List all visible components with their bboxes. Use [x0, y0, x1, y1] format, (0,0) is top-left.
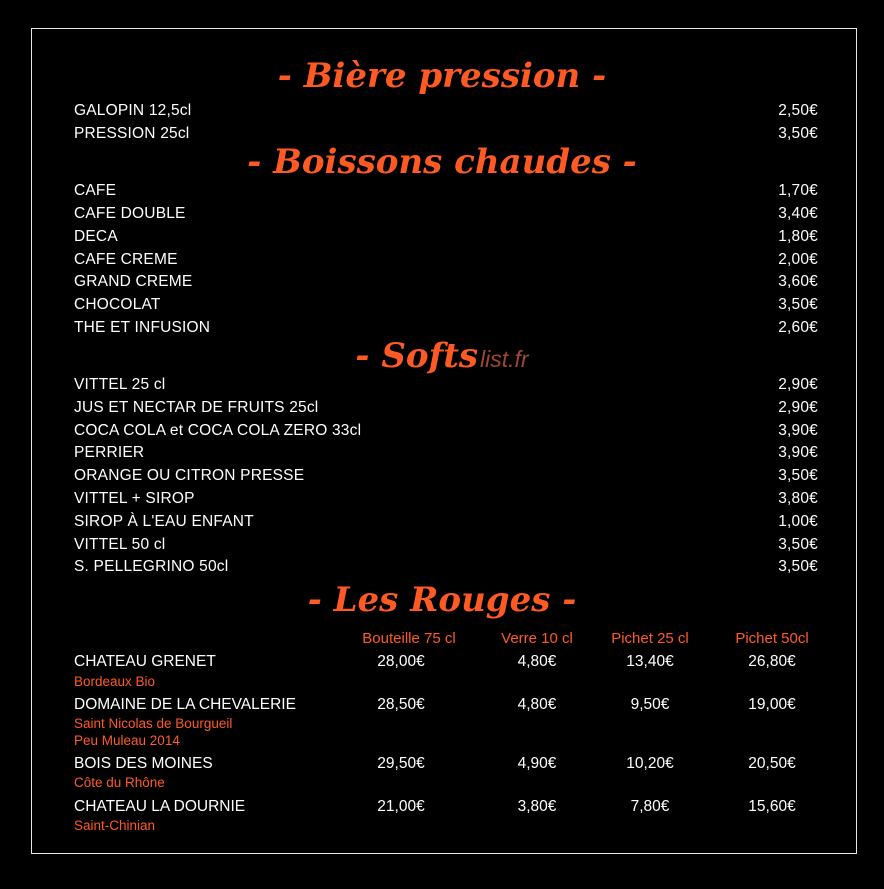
- wine-origin: Côte du Rhône: [74, 775, 165, 790]
- watermark: list.fr: [480, 346, 529, 372]
- menu-item-name: GRAND CREME: [74, 273, 193, 290]
- menu-item-row: [74, 374, 818, 396]
- menu-item-row: [74, 100, 818, 122]
- wine-name: DOMAINE DE LA CHEVALERIE: [74, 696, 296, 713]
- menu-item-row: [74, 442, 818, 464]
- wine-price-bottle: 29,50€: [377, 755, 425, 772]
- column-header: Pichet 25 cl: [611, 630, 689, 647]
- wine-name: CHATEAU LA DOURNIE: [74, 798, 246, 815]
- menu-item-price: 3,60€: [778, 273, 818, 290]
- wine-origin: Saint-Chinian: [74, 818, 156, 833]
- menu-item-row: [74, 556, 818, 578]
- menu-item-name: GALOPIN 12,5cl: [74, 102, 192, 119]
- menu-item-price: 1,80€: [778, 228, 818, 245]
- menu-item-price: 2,90€: [778, 376, 818, 393]
- menu-item-row: [74, 203, 818, 225]
- wine-price-bottle: 28,50€: [377, 696, 425, 713]
- menu-item-row: [74, 420, 818, 442]
- menu-item-price: 3,50€: [778, 125, 818, 142]
- wine-price-glass: 3,80€: [517, 798, 557, 815]
- wine-price-pichet25: 10,20€: [626, 755, 674, 772]
- wine-name: CHATEAU GRENET: [74, 653, 216, 670]
- menu-item-name: VITTEL 50 cl: [74, 536, 166, 553]
- wine-name: BOIS DES MOINES: [74, 755, 213, 772]
- menu-item-row: [74, 180, 818, 202]
- section-title-biere: - Bière pression -: [277, 56, 607, 96]
- wine-price-glass: 4,90€: [517, 755, 557, 772]
- wine-price-bottle: 21,00€: [377, 798, 425, 815]
- menu-item-row: [74, 226, 818, 248]
- section-title-chaudes: - Boissons chaudes -: [247, 142, 637, 182]
- wine-price-bottle: 28,00€: [377, 653, 425, 670]
- menu-item-price: 1,70€: [778, 182, 818, 199]
- menu-item-row: [74, 465, 818, 487]
- wine-price-pichet25: 13,40€: [626, 653, 674, 670]
- menu-item-row: [74, 294, 818, 316]
- menu-item-name: JUS ET NECTAR DE FRUITS 25cl: [74, 399, 319, 416]
- menu-item-price: 1,00€: [778, 513, 818, 530]
- menu-item-name: CHOCOLAT: [74, 296, 161, 313]
- softs-title-text: - Softs: [355, 336, 479, 376]
- menu-item-price: 3,80€: [778, 490, 818, 507]
- menu-item-row: [74, 249, 818, 271]
- menu-item-name: PRESSION 25cl: [74, 125, 190, 142]
- wine-price-pichet50: 15,60€: [748, 798, 796, 815]
- wine-price-glass: 4,80€: [517, 696, 557, 713]
- menu-item-price: 3,90€: [778, 422, 818, 439]
- menu-item-row: [74, 534, 818, 556]
- wine-price-pichet50: 26,80€: [748, 653, 796, 670]
- column-header: Verre 10 cl: [501, 630, 573, 647]
- wine-origin: Peu Muleau 2014: [74, 733, 180, 748]
- section-title-rouges: - Les Rouges -: [307, 580, 577, 620]
- column-header: Bouteille 75 cl: [362, 630, 456, 647]
- menu-item-name: S. PELLEGRINO 50cl: [74, 558, 229, 575]
- menu-item-price: 2,60€: [778, 319, 818, 336]
- column-header: Pichet 50cl: [735, 630, 809, 647]
- wine-price-pichet25: 9,50€: [630, 696, 670, 713]
- wine-origin: Saint Nicolas de Bourgueil: [74, 716, 233, 731]
- wine-price-glass: 4,80€: [517, 653, 557, 670]
- section-title-softs: [0, 336, 884, 379]
- menu-item-row: [74, 397, 818, 419]
- wine-price-pichet50: 19,00€: [748, 696, 796, 713]
- menu-item-name: ORANGE OU CITRON PRESSE: [74, 467, 305, 484]
- menu-item-name: THE ET INFUSION: [74, 319, 211, 336]
- menu-item-name: VITTEL 25 cl: [74, 376, 166, 393]
- menu-item-row: [74, 488, 818, 510]
- menu-item-row: [74, 271, 818, 293]
- menu-item-row: [74, 511, 818, 533]
- menu-item-name: CAFE DOUBLE: [74, 205, 186, 222]
- menu-item-price: 3,90€: [778, 444, 818, 461]
- wine-price-pichet50: 20,50€: [748, 755, 796, 772]
- menu-item-name: CAFE CREME: [74, 251, 178, 268]
- menu-item-price: 2,00€: [778, 251, 818, 268]
- menu-item-name: COCA COLA et COCA COLA ZERO 33cl: [74, 422, 362, 439]
- wine-price-pichet25: 7,80€: [630, 798, 670, 815]
- wine-origin: Bordeaux Bio: [74, 674, 156, 689]
- menu-item-price: 3,50€: [778, 558, 818, 575]
- menu-item-name: DECA: [74, 228, 118, 245]
- menu-item-price: 3,50€: [778, 536, 818, 553]
- menu-item-price: 3,50€: [778, 467, 818, 484]
- menu-item-name: CAFE: [74, 182, 117, 199]
- menu-item-name: VITTEL + SIROP: [74, 490, 195, 507]
- menu-item-name: SIROP À L'EAU ENFANT: [74, 513, 254, 530]
- menu-item-price: 2,50€: [778, 102, 818, 119]
- menu-item-price: 3,50€: [778, 296, 818, 313]
- menu-item-price: 2,90€: [778, 399, 818, 416]
- menu-item-name: PERRIER: [74, 444, 145, 461]
- menu-item-price: 3,40€: [778, 205, 818, 222]
